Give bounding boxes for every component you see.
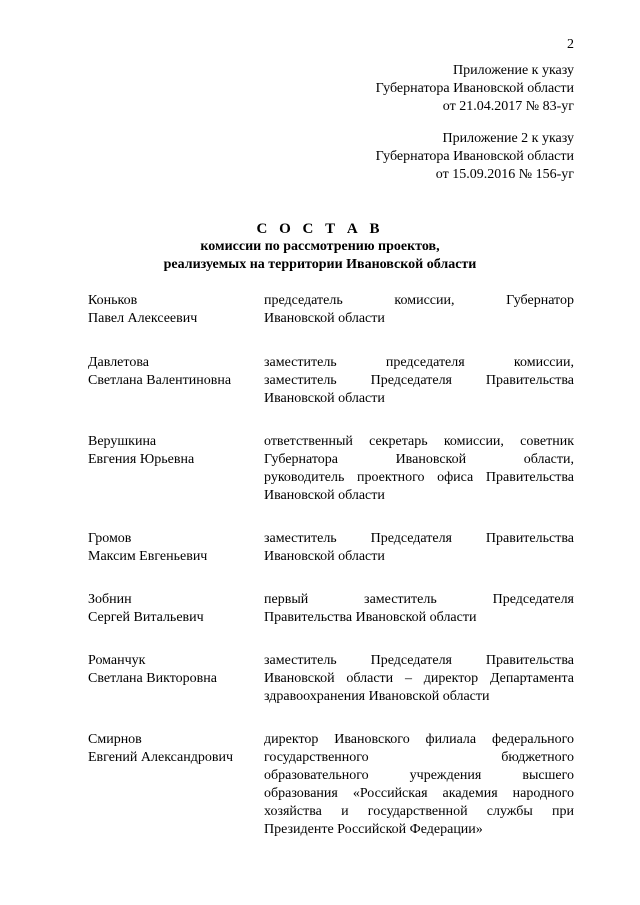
member-name xyxy=(88,433,258,469)
member-name-line: Светлана Валентиновна xyxy=(88,373,232,388)
member-role-line: образования «Российская академия народного xyxy=(264,786,574,801)
member-name-line: Евгения Юрьевна xyxy=(88,452,195,467)
member-role-line: Ивановской области – директор Департамента xyxy=(264,671,574,686)
member-name-line: Верушкина xyxy=(88,434,157,449)
member-name-line: Сергей Витальевич xyxy=(88,610,204,625)
appendix-current xyxy=(300,62,574,116)
member-name-line: Зобнин xyxy=(88,592,132,607)
member-name-line: Давлетова xyxy=(88,355,149,370)
document-title xyxy=(0,220,640,274)
appendix-current-line: Приложение к указу xyxy=(453,63,574,78)
member-name xyxy=(88,354,258,390)
appendix-current-line: от 21.04.2017 № 83-уг xyxy=(442,99,574,114)
member-role-line: руководитель проектного офиса Правительства xyxy=(264,470,574,485)
appendix-original-line: от 15.09.2016 № 156-уг xyxy=(435,167,574,182)
member-role-line: Ивановской области xyxy=(264,311,385,326)
member-role xyxy=(264,731,574,839)
member-role xyxy=(264,354,574,408)
member-name-line: Романчук xyxy=(88,653,146,668)
member-role-line: ответственный секретарь комиссии, советник xyxy=(264,434,574,449)
member-role-line: Ивановской области xyxy=(264,488,385,503)
member-role-line: Правительства Ивановской области xyxy=(264,610,477,625)
member-role-line: директор Ивановского филиала федерального xyxy=(264,732,574,747)
member-role-line: заместитель председателя комиссии, xyxy=(264,355,574,370)
member-name xyxy=(88,530,258,566)
member-name-line: Павел Алексеевич xyxy=(88,311,198,326)
member-name xyxy=(88,292,258,328)
member-role xyxy=(264,433,574,505)
member-role-line: Ивановской области xyxy=(264,391,385,406)
member-role-line: председатель комиссии, Губернатор xyxy=(264,293,574,308)
member-name-line: Евгений Александрович xyxy=(88,750,234,765)
member-role xyxy=(264,292,574,328)
appendix-current-line: Губернатора Ивановской области xyxy=(375,81,574,96)
member-role xyxy=(264,652,574,706)
member-role-line: заместитель Председателя Правительства xyxy=(264,373,574,388)
title-subtitle: комиссии по рассмотрению проектов, xyxy=(200,239,440,254)
appendix-original-line: Приложение 2 к указу xyxy=(442,131,574,146)
member-role-line: хозяйства и государственной службы при xyxy=(264,804,574,819)
member-role-line: Президенте Российской Федерации» xyxy=(264,822,483,837)
member-role-line: государственного бюджетного xyxy=(264,750,574,765)
member-role-line: образовательного учреждения высшего xyxy=(264,768,574,783)
member-role-line: Ивановской области xyxy=(264,549,385,564)
member-name xyxy=(88,731,258,767)
title-heading: С О С Т А В xyxy=(256,221,384,237)
member-role-line: заместитель Председателя Правительства xyxy=(264,531,574,546)
member-name-line: Громов xyxy=(88,531,132,546)
member-role-line: заместитель Председателя Правительства xyxy=(264,653,574,668)
member-role-line: Губернатора Ивановской области, xyxy=(264,452,574,467)
appendix-original-line: Губернатора Ивановской области xyxy=(375,149,574,164)
member-role xyxy=(264,591,574,627)
member-name xyxy=(88,652,258,688)
member-name-line: Смирнов xyxy=(88,732,142,747)
member-role-line: первый заместитель Председателя xyxy=(264,592,574,607)
member-name-line: Коньков xyxy=(88,293,138,308)
member-name-line: Светлана Викторовна xyxy=(88,671,217,686)
appendix-original xyxy=(300,130,574,184)
title-subtitle: реализуемых на территории Ивановской области xyxy=(163,257,477,272)
page-number: 2 xyxy=(567,37,574,52)
member-role xyxy=(264,530,574,566)
member-role-line: здравоохранения Ивановской области xyxy=(264,689,490,704)
member-name xyxy=(88,591,258,627)
member-name-line: Максим Евгеньевич xyxy=(88,549,208,564)
